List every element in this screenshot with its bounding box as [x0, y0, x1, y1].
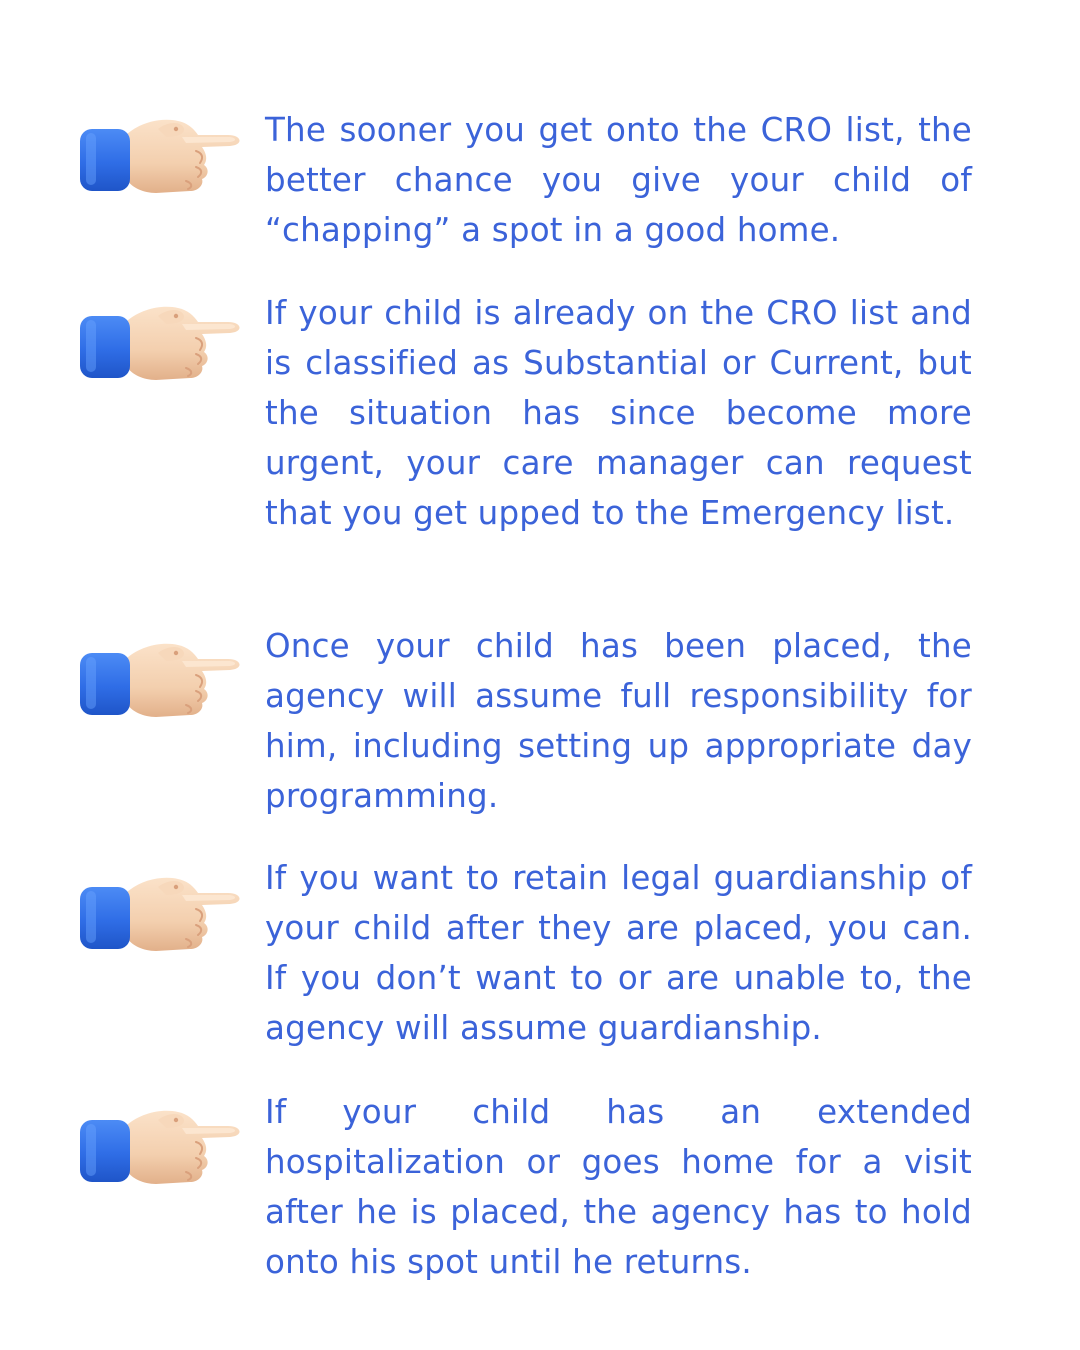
pointing-hand-icon: [78, 637, 244, 721]
pointing-hand-icon: [78, 300, 244, 384]
bullet-text: Once your child has been placed, the agency will assume full responsibility for him, including setting up appropriate day programming.: [265, 627, 972, 815]
pointing-hand-icon: [78, 871, 244, 955]
pointing-hand-icon: [78, 113, 244, 197]
bullet-text: The sooner you get onto the CRO list, the better chance you give your child of “chapping” a spot in a good home.: [265, 111, 972, 249]
bullet-text: If your child is already on the CRO list and is classified as Substantial or Current, but the situation has since become more urgent, your care manager can request that you get upped to the Emergency list.: [265, 294, 972, 532]
bullet-text: If you want to retain legal guardianship of your child after they are placed, you can. If you don’t want to or are unable to, the agency will assume guardianship.: [265, 859, 972, 1047]
pointing-hand-icon: [78, 1104, 244, 1188]
bullet-text: If your child has an extended hospitalization or goes home for a visit after he is placed, the agency has to hold onto his spot until he returns.: [265, 1093, 972, 1281]
